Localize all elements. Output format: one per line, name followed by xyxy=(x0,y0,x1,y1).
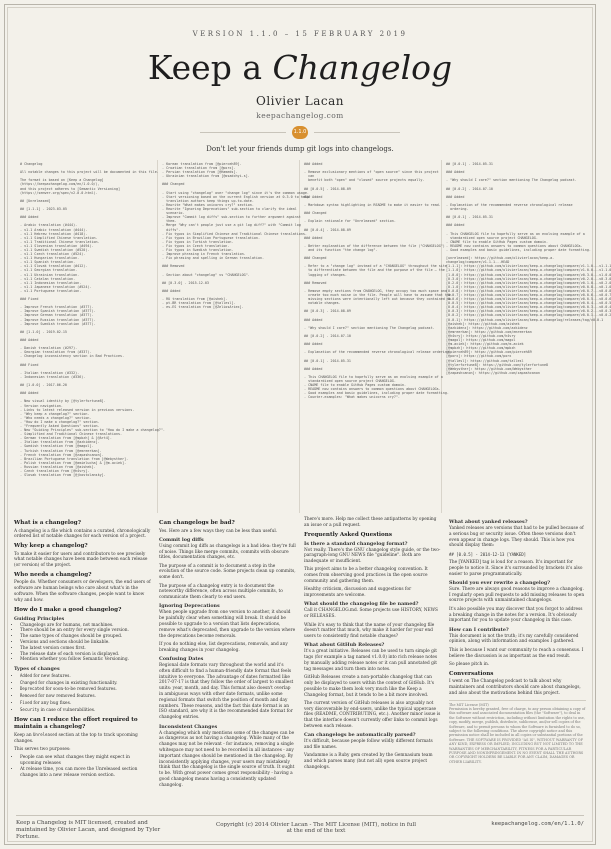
types-list xyxy=(14,673,151,714)
para-ignore-2: If you do nothing else, list deprecations, removals, and any breaking changes in your changelog. xyxy=(159,641,288,653)
version-line: VERSION 1.1.0 – 15 FEBRUARY 2019 xyxy=(192,30,408,38)
heading-why: Why keep a changelog? xyxy=(14,543,88,550)
list-item: • At release time, you can move the Unreleased section changes into a new release version section. xyxy=(20,767,151,779)
list-item xyxy=(20,693,151,700)
list-item xyxy=(20,707,151,714)
heading-types: Types of changes xyxy=(14,665,60,672)
para-why: To make it easier for users and contributors to see precisely what notable changes have been made between each release (or version) of the project. xyxy=(14,551,148,569)
header-rule-right xyxy=(314,132,400,133)
para-auto-1: It's difficult, because people follow wildly different formats and file names. xyxy=(304,739,433,751)
para-who: People do. Whether consumers or developers, the end users of software are human beings who care about what's in the software. When the software changes, people want to know why and how. xyxy=(14,580,151,603)
para-github-3: The current version of GitHub releases is also arguably not very discoverable by end-users, unlike the typical uppercase files (README, CONTRIBUTING, etc.). Another minor issue is that the interface doesn't currently offer links to commit logs between each release. xyxy=(304,700,441,730)
list-item xyxy=(20,686,151,693)
type-key: Added xyxy=(20,672,33,678)
guiding-list xyxy=(14,623,151,664)
para-effort xyxy=(14,732,151,745)
license-note xyxy=(449,700,586,765)
heading-diffs: Commit log diffs xyxy=(159,536,204,543)
title-plain: Keep a xyxy=(147,48,273,87)
heading-faq: Frequently Asked Questions xyxy=(304,531,392,538)
header-rule-left xyxy=(200,132,286,133)
list-item: • Changelogs are for humans, not machines. xyxy=(20,623,151,629)
heading-auto: Can changelogs be automatically parsed? xyxy=(304,732,416,739)
list-item xyxy=(20,700,151,707)
list-item: • People can see what changes they might expect in upcoming releases xyxy=(20,755,151,767)
heading-name: What should the changelog file be named? xyxy=(304,601,419,608)
effort-code: Unreleased xyxy=(33,732,58,738)
changelog-code-col-2: - Korean translation from [@pierceh89]. - Croatian translation from [@porx]. - Persian translation from [@Hameds]. - Ukrainian translation from [@osadchyi-s]. ### Changed - Start using "changelog" over "change log" since it's the common usage. - Start versioning based on the current English version at 0.3.0 to help translation authors keep things up-to-date. - Rewrite "What makes unicorns cry?" section. - Rewrite "Ignoring Deprecations" sub-section to clarify the ideal scenario. - Improve "Commit log diffs" sub-section to further argument against them. - Merge "Why can't people just use a git log diff?" with "Commit log diffs". - Fix typos in Simplified Chinese and Traditional Chinese translations. - Fix typos in Brazilian Portuguese translation. - Fix typos in Turkish translation. - Fix typos in Czech translation. - Fix typos in Swedish translation. - Improve phrasing in French translation. - Fix phrasing and spelling in German translation. ### Removed - Section about "changelog" vs "CHANGELOG". ## [0.3.0] - 2015-12-03 ### Added - RU translation from [@aishek]. - pt-BR translation from [@tallesl]. - es-ES translation from [@ZeliosAriex]. xyxy=(158,160,300,513)
para-pitch: So please pitch in. xyxy=(449,661,490,667)
list-item: • The same types of changes should be grouped. xyxy=(20,634,151,640)
para-contribute-2: This is because I want our community to reach a consensus. I believe the discussion is as important as the end result. xyxy=(449,647,584,659)
heading-inconsistent: Inconsistent Changes xyxy=(159,723,218,730)
heading-rewrite: Should you ever rewrite a changelog? xyxy=(449,579,551,586)
site-link[interactable]: keepachangelog.com xyxy=(256,111,344,120)
para-serves: This serves two purposes: xyxy=(14,747,71,753)
para-what: A changelog is a file which contains a curated, chronologically ordered list of notable changes for each version of a project. xyxy=(14,528,151,540)
list-item: • Mention whether you follow Semantic Versioning. xyxy=(20,657,151,663)
page-footer xyxy=(16,815,584,842)
para-yanked-1: Yanked releases are versions that had to be pulled because of a serious bug or security issue. Often these versions don't even appear in change logs. They should. This is how you should display them: xyxy=(449,526,584,549)
license-body: Permission is hereby granted, free of charge, to any person obtaining a copy of this software and associated documentation files (the "Software"), to deal in the Software without restriction, including without limitation the rights to use, copy, modify, merge, publish, distribute, sublicense, and/or sell copies of the Software, and to permit persons to whom the Software is furnished to do so, subject to the following conditions. The above copyright notice and this permission notice shall be included in all copies or substantial portions of the Software. THE SOFTWARE IS PROVIDED "AS IS", WITHOUT WARRANTY OF ANY KIND, EXPRESS OR IMPLIED, INCLUDING BUT NOT LIMITED TO THE WARRANTIES OF MERCHANTABILITY, FITNESS FOR A PARTICULAR PURPOSE AND NONINFRINGEMENT. IN NO EVENT SHALL THE AUTHORS OR COPYRIGHT HOLDERS BE LIABLE FOR ANY CLAIM, DAMAGES OR OTHER LIABILITY. xyxy=(449,706,586,764)
effort-text-a: Keep an xyxy=(14,733,33,739)
heading-how: How do I make a good changelog? xyxy=(14,606,122,613)
para-contribute-1: This document is not the truth; it's my carefully considered opinion, along with information and examples I gathered. xyxy=(449,633,579,645)
heading-ignore: Ignoring Deprecations xyxy=(159,603,220,610)
list-item xyxy=(20,673,151,680)
heading-contribute: How can I contribute? xyxy=(449,626,509,633)
type-key: Fixed xyxy=(20,699,33,705)
para-diffs-1: Using commit log diffs as changelogs is a bad idea: they're full of noise. Things like merge commits, commits with obscure titles, documentation changes, etc. xyxy=(159,543,296,561)
page-title xyxy=(0,48,600,87)
para-diffs-2: The purpose of a commit is to document a step in the evolution of the source code. Some projects clean up commits, some don't. xyxy=(159,563,296,581)
effort-text-b: section at the top to track upcoming changes. xyxy=(14,733,138,744)
para-rewrite-1: Sure. There are always good reasons to improve a changelog. I regularly open pull requests to add missing releases to open source projects with unmaintained changelogs. xyxy=(449,586,585,604)
version-badge: 1.1.0 xyxy=(292,126,308,139)
para-diffs-3: The purpose of a changelog entry is to document the noteworthy difference, often across multiple commits, to communicate them clearly to end users. xyxy=(159,583,283,601)
para-standard-1: Not really. There's the GNU changelog style guide, or the two-paragraph-long GNU NEWS file "guideline". Both are inadequate or insufficient. xyxy=(304,547,441,565)
heading-github: What about GitHub Releases? xyxy=(304,642,385,649)
footer-credits: Keep a Changelog is MIT licensed, created and maintained by Olivier Lacan, and designed by Tyler Fortune. xyxy=(16,820,161,840)
heading-what: What is a changelog? xyxy=(14,520,81,526)
article-columns xyxy=(14,517,586,807)
tagline: Don't let your friends dump git logs into changelogs. xyxy=(206,145,394,153)
type-desc: in case of vulnerabilities. xyxy=(39,707,96,713)
para-rewrite-2: It's also possible you may discover that you forgot to address a breaking change in the notes for a version. It's obviously important for you to update your changelog in this case. xyxy=(449,606,583,624)
para-dates: Regional date formats vary throughout the world and it's often difficult to find a human-friendly date format that feels intuitive to everyone. The advantage of dates formatted like 2017-07-17 is that they follow the order of largest to smallest units: year, month, and day. This format also doesn't overlap in ambiguous ways with other date formats, unlike some regional formats that switch the position of month and day numbers. These reasons, and the fact this date format is an ISO standard, are why it is the recommended date format for changelog entries. xyxy=(159,663,294,721)
footer-copyright: Copyright (c) 2014 Olivier Lacan - The MIT License (MIT), notice in full at the end of the text xyxy=(216,822,416,834)
title-italic: Changelog xyxy=(272,48,453,87)
para-yanked-2: The [YANKED] tag is loud for a reason. It's important for people to notice it. Since it's surrounded by brackets it's also easier to parse programmatically. xyxy=(449,559,583,577)
heading-standard: Is there a standard changelog format? xyxy=(304,540,408,547)
heading-bad: Can changelogs be bad? xyxy=(159,520,235,526)
type-key: Changed xyxy=(20,679,37,685)
changelog-code-col-4: ## [0.0.1] - 2014-05-31 ### Added - "Why should I care?" section mentioning The Changelog podcast. ## [0.0.2] - 2014-07-10 ### Added - Explanation of the recommended reverse chronological release ordering. ## [0.0.1] - 2014-05-31 ### Added - This CHANGELOG file to hopefully serve as an evolving example of a standardized open source project CHANGELOG. - CNAME file to enable GitHub Pages custom domain. - README now contains answers to common questions about CHANGELOGs. - Good examples and basic guidelines, including proper date formatting. [unreleased]: https://github.com/olivierlacan/keep-a- changelog/compare/v1.1.1...HEAD [1.1.1]: https://github.com/olivierlacan/keep-a-changelog/compare/v1.1.0...v1.1.1 [1.1.0]: https://github.com/olivierlacan/keep-a-changelog/compare/v1.0.0...v1.1.0 [1.0.0]: https://github.com/olivierlacan/keep-a-changelog/compare/v0.3.0...v1.0.0 [0.3.0]: https://github.com/olivierlacan/keep-a-changelog/compare/v0.2.0...v0.3.0 [0.2.0]: https://github.com/olivierlacan/keep-a-changelog/compare/v0.1.0...v0.2.0 [0.1.0]: https://github.com/olivierlacan/keep-a-changelog/compare/v0.0.8...v0.1.0 [0.0.8]: https://github.com/olivierlacan/keep-a-changelog/compare/v0.0.7...v0.0.8 [0.0.7]: https://github.com/olivierlacan/keep-a-changelog/compare/v0.0.6...v0.0.7 [0.0.6]: https://github.com/olivierlacan/keep-a-changelog/compare/v0.0.5...v0.0.6 [0.0.5]: https://github.com/olivierlacan/keep-a-changelog/compare/v0.0.4...v0.0.5 [0.0.4]: https://github.com/olivierlacan/keep-a-changelog/compare/v0.0.3...v0.0.4 [0.0.3]: https://github.com/olivierlacan/keep-a-changelog/compare/v0.0.2...v0.0.3 [0.0.2]: https://github.com/olivierlacan/keep-a-changelog/compare/v0.0.1...v0.0.2 [0.0.1]: https://github.com/olivierlacan/keep-a-changelog/releases/tag/v0.0.1 [@aishek]: https://github.com/aishek [@azkidenz]: https://github.com/azkidenz [@emreerkan]: https://github.com/emreerkan [@h4vry]: https://github.com/h4vry [@magol]: https://github.com/magol [@m-aciek]: https://github.com/m-aciek [@mpbzh]: https://github.com/mpbzh [@pierceh89]: https://github.com/pierceh89 [@porx]: https://github.com/porx [@tallesl]: https://github.com/tallesl [@tylerfortune8]: https://github.com/tylerfortune8 [@Webysther]: https://github.com/Webysther [@zapashcanon]: https://github.com/zapashcanon xyxy=(446,162,611,375)
article-col-1 xyxy=(14,517,151,807)
heading-conversations: Conversations xyxy=(449,670,494,677)
article-col-4 xyxy=(449,517,586,807)
heading-yanked: What about yanked releases? xyxy=(449,519,528,525)
para-bad: Yes. Here are a few ways they can be less than useful. xyxy=(159,528,278,534)
list-item: • The release date of each version is displayed. xyxy=(20,652,151,658)
type-key: Security xyxy=(20,706,40,712)
list-item: • There should be an entry for every single version. xyxy=(20,628,151,634)
serves-list xyxy=(14,755,151,778)
author-name: Olivier Lacan xyxy=(255,94,344,108)
para-ignore-1: When people upgrade from one version to another, it should be painfully clear when something will break. It should be possible to upgrade to a version that lists deprecations, remove what's deprecated, then upgrade to the version where the deprecations become removals. xyxy=(159,610,296,639)
type-desc: for soon-to-be removed features. xyxy=(44,687,117,693)
footer-url[interactable]: keepachangelog.com/en/1.1.0/ xyxy=(491,821,584,827)
type-desc: for any bug fixes. xyxy=(32,700,72,706)
para-standard-2: This project aims to be a better changelog convention. It comes from observing good practices in the open source community and gathering them. xyxy=(304,567,428,585)
article-col-3 xyxy=(304,517,441,807)
heading-dates: Confusing Dates xyxy=(159,656,204,663)
license-title: The MIT License (MIT) xyxy=(449,702,489,707)
type-key: Removed xyxy=(20,693,37,699)
type-desc: for now removed features. xyxy=(36,694,96,700)
type-desc: for new features. xyxy=(32,673,71,679)
article-col-2 xyxy=(159,517,296,807)
para-github-1: It's a great initiative. Releases can be used to turn simple git tags (for example a tag named v1.0.0) into rich release notes by manually adding release notes or it can pull annotated git tag messages and turn them into notes. xyxy=(304,649,438,672)
type-key: Deprecated xyxy=(20,686,45,692)
para-more: There's more. Help me collect these antipatterns by opening an issue or a pull request. xyxy=(304,517,437,528)
para-name-1: Call it CHANGELOG.md. Some projects use HISTORY, NEWS or RELEASES. xyxy=(304,608,438,620)
list-item: • Versions and sections should be linkable. xyxy=(20,640,151,646)
para-name-2: While it's easy to think that the name of your changelog file doesn't matter that much, why make it harder for your end users to consistently find notable changes? xyxy=(304,622,435,640)
para-github-2: GitHub Releases create a non-portable changelog that can only be displayed to users within the context of GitHub. It's possible to make them look very much like the Keep a Changelog format, but it tends to be a bit more involved. xyxy=(304,675,434,698)
para-inconsistent: A changelog which only mentions some of the changes can be as dangerous as not having a changelog. While many of the changes may not be relevant - for instance, removing a single whitespace may not need to be recorded in all instances - any important changes should be mentioned in the changelog. By inconsistently applying changes, your users may mistakenly think that the changelog is the single source of truth. It ought to be. With great power comes great responsibility - having a good changelog means having a consistently updated changelog. xyxy=(159,730,295,788)
list-item: • The latest version comes first. xyxy=(20,646,151,652)
para-conversations: I went on The Changelog podcast to talk about why maintainers and contributors should care about changelogs, and also about the motivations behind this project. xyxy=(449,679,581,696)
list-item xyxy=(20,680,151,687)
yanked-example: ## [0.0.5] - 2014-12-13 [YANKED] xyxy=(449,551,527,557)
para-standard-3: Healthy criticism, discussion and suggestions for improvements are welcome. xyxy=(304,587,412,599)
changelog-code-col-1: # Changelog All notable changes to this project will be documented in this file. The format is based on [Keep a Changelog] (https://keepachangelog.com/en/1.0.0/), and this project adheres to [Semantic Versioning] (https://semver.org/spec/v2.0.0.html). ## [Unreleased] ## [1.1.1] - 2023-03-05 ### Added - Arabic translation (#444). - v1.1 Arabic translation (#444). - v1.1 Hebrew translation (#418). - v1.1 Simplified Chinese translation. - v1.1 Traditional Chinese translation. - v1.1 Slovenian translation (#494). - v1.1 Swedish translation (#520). - v1.1 Czech translation (#524). - v1.1 Hungarian translation. - v1.1 Spanish translation. - v1.1 Slovak translation (#412). - v1.1 Georgian translation. - v1.1 Ukrainian translation. - v1.1 Catalan translation. - v1.1 Indonesian translation. - v1.1 Japanese translation (#524). - v1.1 Portuguese translation. ### Fixed - Improve French translation (#377). - Improve Spanish translation (#377). - Improve German translation (#377). - Improve Russian translation (#377). - Improve Swedish translation (#377). ## [1.1.0] - 2019-02-15 ### Added - Danish translation (#297). - Georgian translation from (#337). - Changelog inconsistency section in Bad Practices. ### Fixed - Italian translation (#332). - Indonesian translation (#336). ## [1.0.0] - 2017-06-20 ### Added - New visual identity by [@tylerfortune8]. - Version navigation. - Links to latest released version in previous versions. - "Why keep a changelog?" section. - "Who needs a changelog?" section. - "How do I make a changelog?" section. - "Frequently Asked Questions" section. - New "Guiding Principles" sub-section to "How do I make a changelog?". - Simplified and Traditional Chinese translations. - German translation from [@mpbzh] & [@Art4]. - Italian translation from [@azkidenz]. - Swedish translation from [@magol]. - Turkish translation from [@emreerkan]. - French translation from [@zapashcanon]. - Brazilian Portuguese translation from [@Webysther]. - Polish translation from [@amielucha] & [@m-aciek]. - Russian translation from [@aishek]. - Czech translation from [@h4vry]. - Slovak translation from [@jkostolansky]. xyxy=(16,160,158,513)
heading-who: Who needs a changelog? xyxy=(14,571,92,578)
heading-effort: How can I reduce the effort required to maintain a changelog? xyxy=(14,716,138,730)
para-auto-2: Vandamme is a Ruby gem created by the Gemnasium team and which parses many (but not all) open source project changelogs. xyxy=(304,753,433,770)
changelog-code-col-3: ### Added - Remove exclusionary mentions of "open source" since this project can benefit both "open" and "closed" source projects equally. ## [0.0.5] - 2014-08-09 ### Added - Markdown syntax highlighting in README to make it easier to read. ### Changed - Explain rationale for "Unreleased" section. ## [0.0.4] - 2014-08-09 ### Added - Better explanation of the difference between the file ("CHANGELOG") and its function "the change log". ### Changed - Refer to a "change log" instead of a "CHANGELOG" throughout the site to differentiate between the file and the purpose of the file — the logging of changes. ### Removed - Remove empty sections from CHANGELOG, they occupy too much space and create too much noise in the file. People will have to assume that the missing sections were intentionally left out because they contained no notable changes. ## [0.0.3] - 2014-08-09 ### Added - "Why should I care?" section mentioning The Changelog podcast. ## [0.0.2] - 2014-07-10 ### Added - Explanation of the recommended reverse chronological release ordering. ## [0.0.1] - 2014-05-31 ### Added - This CHANGELOG file to hopefully serve as an evolving example of a standardized open source project CHANGELOG. - CNAME file to enable GitHub Pages custom domain. - README now contains answers to common questions about CHANGELOGs. - Good examples and basic guidelines, including proper date formatting. - Counter-examples: "What makes unicorns cry?". xyxy=(300,160,442,513)
heading-guiding: Guiding Principles xyxy=(14,615,65,622)
type-desc: for changes in existing functionality. xyxy=(36,680,118,686)
